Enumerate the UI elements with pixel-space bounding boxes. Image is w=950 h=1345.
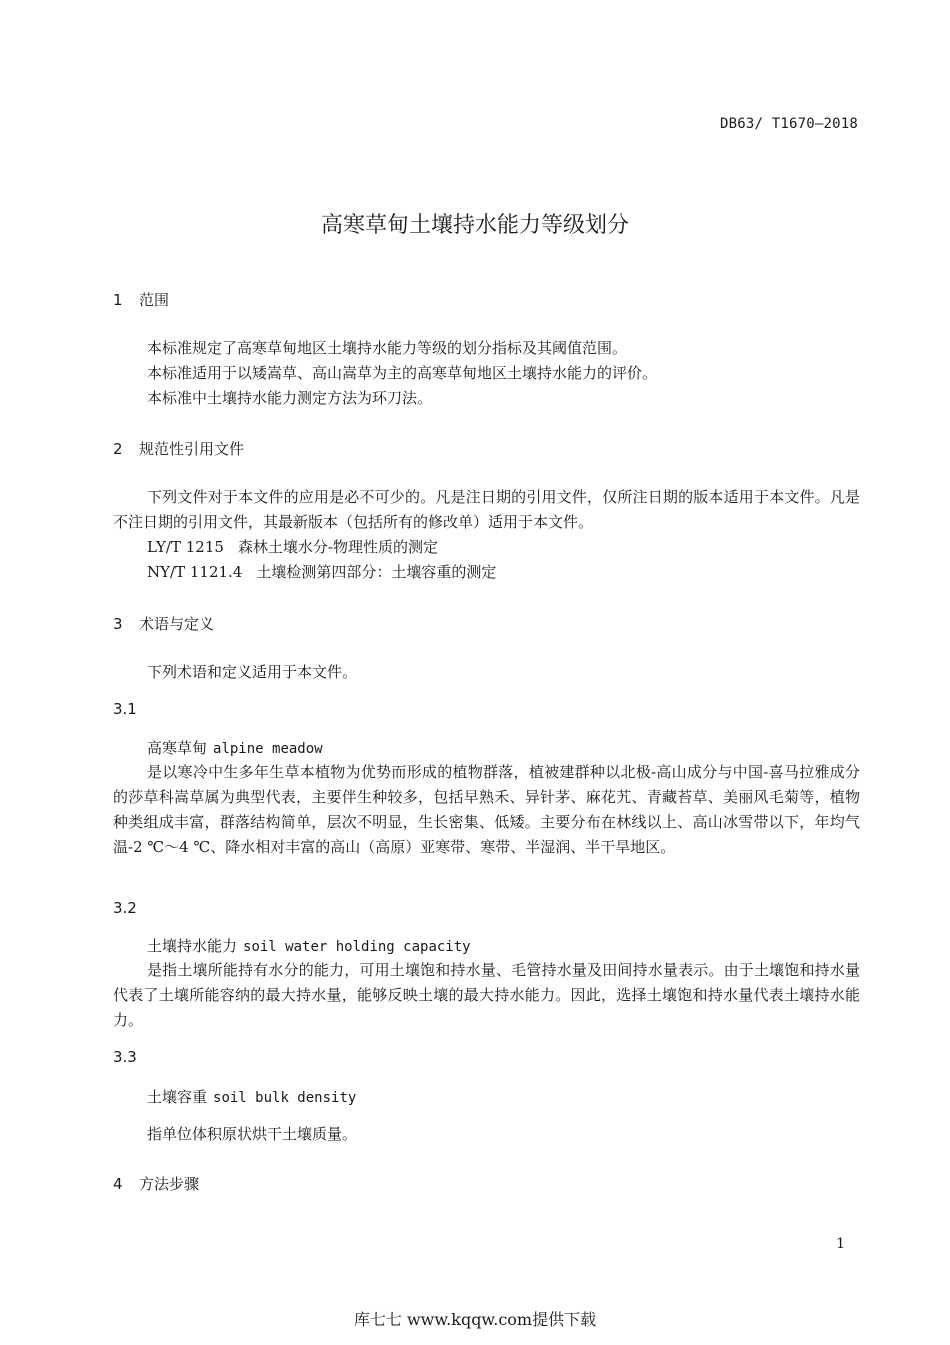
- term-number: 3.2: [113, 899, 137, 917]
- terms-intro: 下列术语和定义适用于本文件。: [147, 663, 358, 681]
- reference-title: 森林土壤水分-物理性质的测定: [237, 538, 438, 556]
- term-definition: 是以寒冷中生多年生草本植物为优势而形成的植物群落，植被建群种以北极-高山成分与中国-喜马拉雅成分的莎草科嵩草属为典型代表，主要伴生种较多，包括早熟禾、异针茅、麻花艽、青藏苔草、美丽风毛菊等，植物种类组成丰富，群落结构简单，层次不明显，生长密集、低矮。主要分布在林线以上、高山冰雪带以下，年均气温-2 ℃～4 ℃、降水相对丰富的高山（高原）亚寒带、寒带、半湿润、半干旱地区。: [113, 763, 860, 856]
- section-4-heading: [113, 1173, 199, 1194]
- reference-code: LY/T 1215: [147, 538, 224, 556]
- section-title: 规范性引用文件: [139, 440, 245, 458]
- section-title: 术语与定义: [139, 615, 215, 633]
- term-heading: [147, 737, 323, 758]
- download-footer: 库七七 www.kqqw.com提供下载: [353, 1310, 597, 1329]
- term-chinese: 土壤持水能力: [147, 937, 238, 955]
- section-number: 4: [113, 1175, 123, 1193]
- section-2-heading: [113, 438, 244, 459]
- term-english: alpine meadow: [213, 741, 323, 757]
- term-english: soil bulk density: [213, 1090, 357, 1106]
- reference-item: [147, 535, 438, 560]
- term-heading: [147, 935, 471, 956]
- reference-item: [147, 560, 496, 585]
- term-english: soil water holding capacity: [243, 939, 471, 955]
- scope-paragraph-3: 本标准中土壤持水能力测定方法为环刀法。: [147, 389, 433, 407]
- term-chinese: 土壤容重: [147, 1088, 208, 1106]
- section-3-heading: [113, 613, 214, 634]
- term-heading: [147, 1086, 356, 1107]
- term-definition: 是指土壤所能持有水分的能力，可用土壤饱和持水量、毛管持水量及田间持水量表示。由于土壤饱和持水量代表了土壤所能容纳的最大持水量，能够反映土壤的最大持水能力。因此，选择土壤饱和持水量代表土壤持水能力。: [113, 961, 860, 1029]
- references-intro: 下列文件对于本文件的应用是必不可少的。凡是注日期的引用文件，仅所注日期的版本适用于本文件。凡是不注日期的引用文件，其最新版本（包括所有的修改单）适用于本文件。: [113, 488, 860, 531]
- term-chinese: 高寒草甸: [147, 739, 208, 757]
- reference-code: NY/T 1121.4: [147, 563, 243, 581]
- section-title: 方法步骤: [139, 1175, 200, 1193]
- term-number: 3.3: [113, 1048, 137, 1066]
- standard-number: DB63/ T1670—2018: [719, 116, 858, 132]
- section-number: 3: [113, 615, 123, 633]
- term-number: 3.1: [113, 700, 137, 718]
- scope-paragraph-1: 本标准规定了高寒草甸地区土壤持水能力等级的划分指标及其阈值范围。: [147, 339, 628, 357]
- reference-title: 土壤检测第四部分：土壤容重的测定: [256, 563, 497, 581]
- scope-paragraph-2: 本标准适用于以矮嵩草、高山嵩草为主的高寒草甸地区土壤持水能力的评价。: [147, 364, 658, 382]
- term-definition: 指单位体积原状烘干土壤质量。: [147, 1125, 358, 1143]
- section-title: 范围: [139, 291, 170, 309]
- section-number: 2: [113, 440, 123, 458]
- section-number: 1: [113, 291, 123, 309]
- document-title: 高寒草甸土壤持水能力等级划分: [320, 213, 629, 238]
- section-1-heading: [113, 289, 169, 310]
- page-number: 1: [836, 1236, 845, 1252]
